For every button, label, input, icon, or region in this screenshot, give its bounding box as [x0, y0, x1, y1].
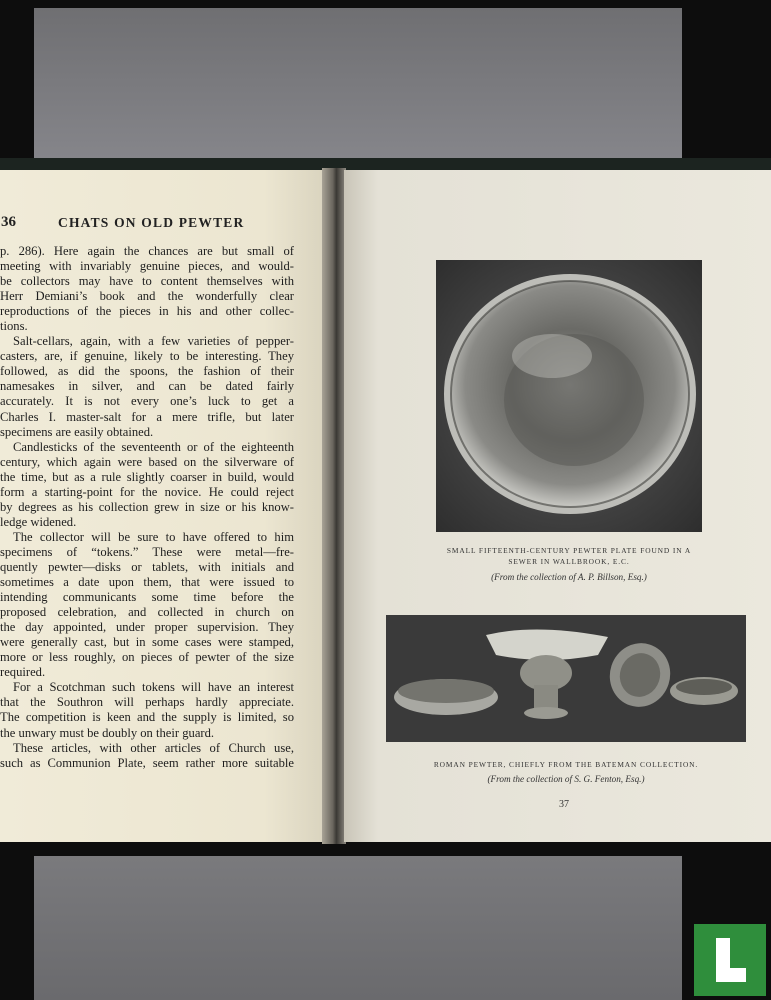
text-line: century, which again were based on the silverware of [0, 454, 294, 469]
watermark-logo [694, 924, 766, 996]
page-header [0, 214, 330, 234]
roman-pewter-photo [386, 615, 746, 742]
text-line: meeting with invariably genuine pieces, and would- [0, 259, 294, 274]
text-line: These articles, with other articles of Church use, [13, 740, 294, 755]
logo-l-foot [716, 968, 746, 982]
text-line: sometimes a date upon them, that were issued to [0, 575, 294, 590]
right-page-number: 37 [559, 799, 569, 810]
text-line: reproductions of the pieces in his and other collec- [0, 304, 294, 319]
text-line: more or less roughly, on pieces of pewter of the size [0, 650, 294, 665]
text-line: the day appointed, under proper supervision. They [0, 620, 294, 635]
text-line: form a starting-point for the novice. He could reject [0, 484, 294, 499]
left-page [0, 170, 330, 842]
text-line: proposed celebration, and collected in church on [0, 605, 294, 620]
text-line: were generally cast, but in some cases were stamped, [0, 635, 294, 650]
text-line: casters, are, if genuine, likely to be interesting. They [0, 349, 294, 364]
text-line: be collectors may have to content themselves with [0, 274, 294, 289]
text-line: that the Southron will perhaps hardly appreciate. [0, 695, 294, 710]
running-title: CHATS ON OLD PEWTER [58, 215, 245, 230]
roman-caption: ROMAN PEWTER, CHIEFLY FROM THE BATEMAN COLLECTION. [433, 760, 699, 769]
body-text [0, 244, 294, 771]
text-line: Charles I. master-salt for a mere trifle, but later [0, 409, 294, 424]
text-line: followed, as did the spoons, the fashion of their [0, 364, 294, 379]
text-line: namesakes in silver, and can be dated fairly [0, 379, 294, 394]
text-line: intending communicants some time before the [0, 590, 294, 605]
text-line: Salt-cellars, again, with a few varieties of pepper- [13, 334, 294, 349]
roman-pewter-illustration [386, 615, 746, 742]
left-page-number: 36 [1, 214, 16, 230]
text-line: Candlesticks of the seventeenth or of the eighteenth [13, 439, 294, 454]
text-line: by degrees as his collection grew in size or his know- [0, 499, 294, 514]
text-line: The competition is keen and the supply is limited, so [0, 710, 294, 725]
text-line: such as Communion Plate, seem rather more suitable [0, 755, 294, 770]
text-line: quently pewter—disks or tablets, with initials and [0, 559, 294, 574]
pewter-plate-illustration [436, 260, 702, 532]
right-page [344, 170, 771, 842]
text-line: accurately. It is not every one’s luck to get a [0, 394, 294, 409]
text-line: p. 286). Here again the chances are but small of [0, 244, 294, 258]
roman-caption-credit: (From the collection of S. G. Fenton, Esq.) [487, 774, 645, 784]
text-line: specimens of “tokens.” These were metal—fre- [0, 544, 294, 559]
text-line: tions. [0, 319, 28, 334]
text-line: The collector will be sure to have offered to him [13, 529, 294, 544]
plate-caption-line2: SEWER IN WALLBROOK, E.C. [508, 557, 630, 566]
background-top-band [34, 8, 682, 158]
text-line: ledge widened. [0, 514, 77, 529]
pewter-plate-photo [436, 260, 702, 532]
text-line: the unwary must be doubly on their guard. [0, 725, 215, 740]
text-line: the time, but as a rule slightly coarser in build, would [0, 469, 294, 484]
plate-caption-line1: SMALL FIFTEENTH-CENTURY PEWTER PLATE FOUND IN A [446, 546, 692, 555]
background-bottom-band [34, 856, 682, 1000]
text-line: required. [0, 665, 46, 680]
book-spine [322, 168, 346, 844]
text-line: specimens are easily obtained. [0, 424, 154, 439]
text-line: For a Scotchman such tokens will have an interest [13, 680, 294, 695]
text-line: Herr Demiani’s book and the wonderfully clear [0, 289, 294, 304]
plate-caption-credit: (From the collection of A. P. Billson, Esq.) [491, 572, 647, 582]
